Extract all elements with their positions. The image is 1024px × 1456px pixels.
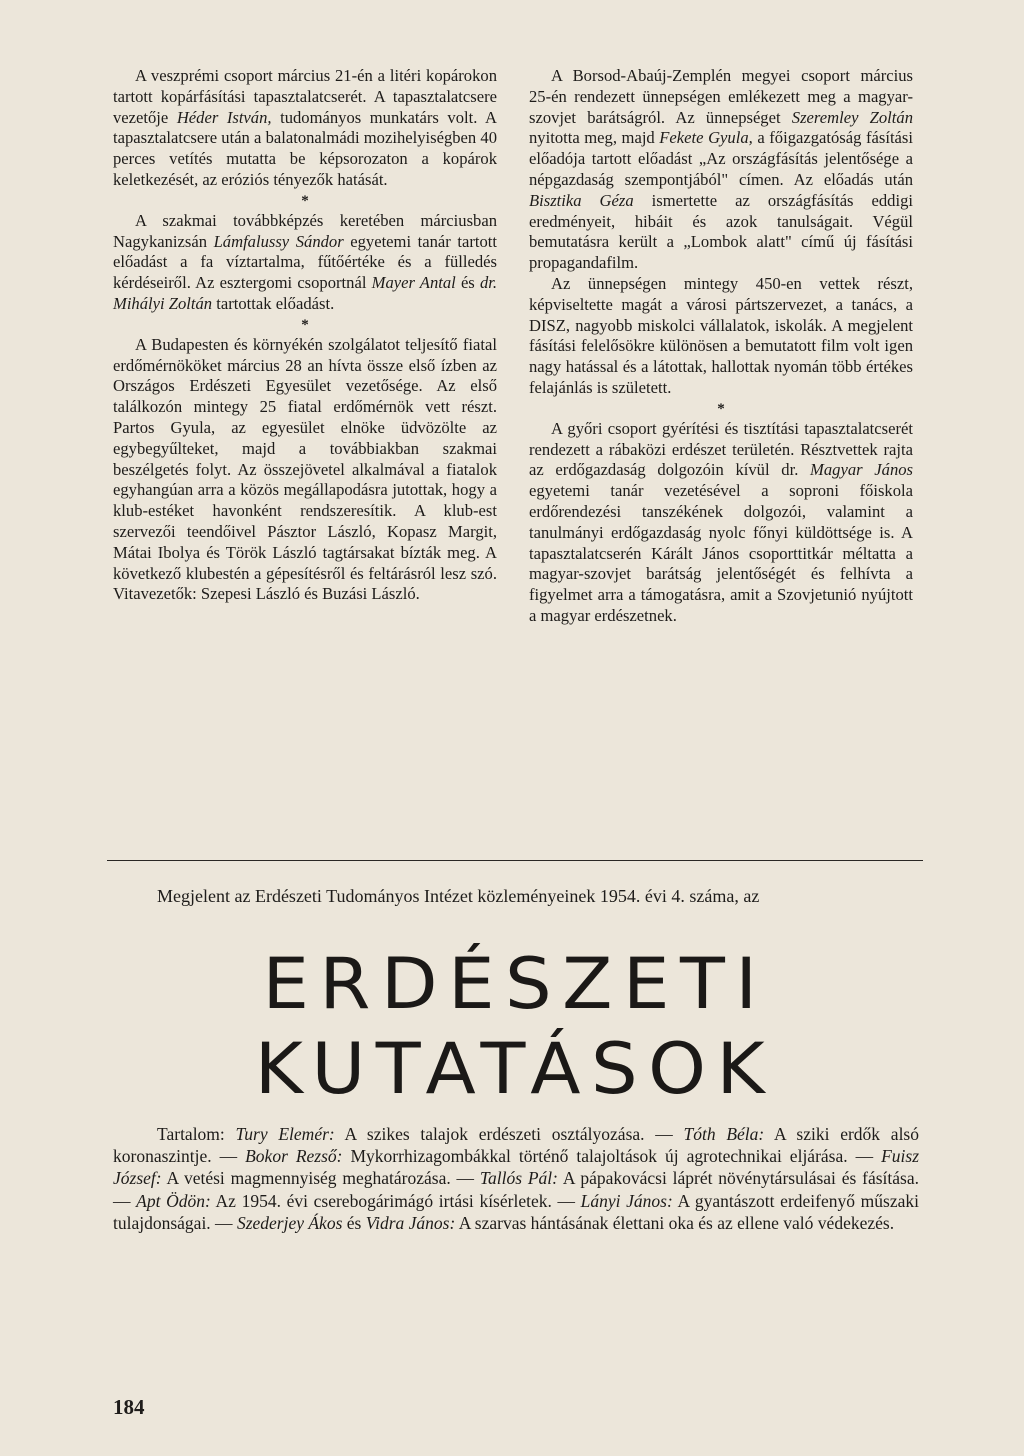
table-of-contents: [113, 1123, 919, 1234]
section-separator: *: [717, 400, 725, 417]
contents-paragraph: [113, 1123, 919, 1234]
italic-name-run: Tallós Pál:: [479, 1168, 558, 1189]
text-run: A Budapesten és környékén szolgálatot teljesítő fiatal erdőmérnököket március 28 an hívta össze első ízben az Országos Erdészeti Egyesület vezetősége. Az első találkozón mintegy 25 fiatal erdőmérnök vett részt. Partos Gyula, az egyesület elnöke üdvözölte az egybegyűlteket, majd a továbbiakban szakmai beszélgetés folyt. Az összejövetel alkalmával a fiatalok egyhangúan arra a közös megállapodásra jutottak, hogy a klub-estéket havonként rendszeresítik. A klub-est szervezői teendőivel Pásztor László, Kopasz Margit, Mátai Ibolya és Török László tagtársakat bízták meg. A következő klubestén a gépesítésről és feltárásról lesz szó. Vitavezetők: Szepesi László és Buzási László.: [113, 334, 497, 604]
italic-name-run: Lányi János:: [580, 1190, 673, 1211]
italic-name-run: Magyar János: [810, 460, 913, 480]
italic-name-run: Bisztika Géza: [529, 190, 634, 210]
section-separator: *: [301, 192, 309, 209]
text-run: Mykorrhizagombákkal történő talajoltások új agrotechnikai eljárása. —: [342, 1146, 882, 1167]
section-separator: *: [301, 316, 309, 333]
italic-name-run: Apt Ödön:: [136, 1190, 211, 1211]
announcement-intro: [113, 885, 919, 907]
page-number: 184: [113, 1395, 145, 1419]
ceremony-attendance-paragraph: [529, 274, 913, 399]
text-run: A győri csoport gyérítési és tisztítási tapasztalatcserét rendezett a rábaközi erdészet területén. Résztvettek rajta az erdőgazdaság dolgozóin kívül dr.: [529, 418, 913, 480]
gyor-report-paragraph: [529, 419, 913, 627]
journal-title-line-1: ERDÉSZETI: [262, 943, 768, 1025]
text-run: A veszprémi csoport március 21-én a litéri kopárokon tartott kopárfásítási tapasztalatcserét. A tapasztalatcsere vezetője: [113, 66, 497, 127]
text-run: és: [342, 1212, 366, 1233]
text-run: A szikes talajok erdészeti osztályozása. —: [334, 1124, 684, 1144]
left-column: [113, 66, 497, 605]
italic-name-run: Fuisz József:: [113, 1146, 920, 1189]
journal-title-line-2: KUTATÁSOK: [254, 1028, 776, 1110]
text-run: A pápakovácsi láprét növénytársulásai és fásítása. —: [113, 1168, 919, 1211]
italic-name-run: Héder István,: [176, 107, 272, 127]
text-run: A szakmai továbbképzés keretében márciusban Nagykanizsán: [113, 210, 497, 251]
text-run: a főigazgatóság fásítási előadója tartott előadást „Az országfásítás jelentősége a népgazdaság szempontjából" címen. Az előadás után: [529, 128, 913, 189]
text-run: egyetemi tanár tartott előadást a fa víztartalma, fűtőértéke és a fülledés kérdéseiről. Az esztergomi csoportnál: [113, 231, 497, 293]
text-run: és: [455, 273, 480, 293]
text-run: A szarvas hántásának élettani oka és az ellene való védekezés.: [455, 1212, 895, 1233]
training-report-paragraph: [113, 211, 497, 315]
young-engineers-paragraph: [113, 335, 497, 605]
text-run: Az ünnepségen mintegy 450-en vettek részt, képviseltette magát a városi pártszervezet, a tanács, a DISZ, nagyobb miskolci vállalatok, iskolák. A megjelent fásítási felelősökre különösen a bemutatott film volt igen nagy hatással és a látottak, hallottak nyomán több értékes felajánlás is született.: [529, 273, 913, 397]
italic-name-run: Lámfalussy Sándor: [213, 231, 344, 251]
right-column: [529, 66, 913, 627]
text-run: tudományos munkatárs volt. A tapasztalatcsere után a balatonalmádi mozihelyiségben 40 perces vetítés mutatta be képsorozaton a kopárok keletkezését, az eróziós tényezők hatását.: [113, 107, 497, 189]
text-run: A sziki erdők alsó koronaszintje. —: [113, 1124, 919, 1167]
text-run: A Borsod-Abaúj-Zemplén megyei csoport március 25-én rendezett ünnepségen emlékezett meg a magyar-szovjet barátságról. Az ünnepséget: [529, 66, 913, 127]
italic-name-run: dr. Mihályi Zoltán: [113, 273, 498, 313]
italic-name-run: Tóth Béla:: [683, 1124, 765, 1144]
italic-name-run: Szeremley Zoltán: [791, 107, 913, 127]
italic-name-run: Szederjey Ákos: [236, 1212, 343, 1233]
italic-name-run: Mayer Antal: [371, 273, 456, 293]
text-run: Az 1954. évi cserebogárimágó irtási kísérletek. —: [210, 1190, 581, 1211]
text-run: Tartalom:: [157, 1124, 236, 1144]
text-run: A gyantászott erdeifenyő műszaki tulajdonságai. —: [113, 1190, 919, 1233]
italic-name-run: Tury Elemér:: [235, 1124, 335, 1144]
text-run: A vetési magmennyiség meghatározása. —: [161, 1168, 480, 1189]
announcement-intro-text: Megjelent az Erdészeti Tudományos Intézet közleményeinek 1954. évi 4. száma, az: [157, 886, 760, 906]
publication-announcement-box: [107, 860, 923, 1396]
italic-name-run: Fekete Gyula,: [659, 128, 753, 148]
italic-name-run: Bokor Rezső:: [245, 1146, 343, 1167]
text-run: ismertette az országfásítás eddigi eredményeit, hibáit és azok tanulságait. Végül bemutatásra került a „Lombok alatt" című új fásítási propagandafilm.: [529, 190, 913, 273]
text-run: tartottak előadást.: [212, 293, 335, 313]
borsod-report-paragraph: [529, 66, 913, 274]
text-run: nyitotta meg, majd: [529, 128, 660, 148]
italic-name-run: Vidra János:: [365, 1212, 456, 1233]
veszprem-report-paragraph: [113, 66, 497, 191]
text-run: egyetemi tanár vezetésével a soproni főiskola erdőrendezési tanszékének dolgozói, valamint a tanulmányi erdőgazdaság nyolc főnyi küldöttsége is. A tapasztalatcserén Kárált János csoporttitkár méltatta a magyar-szovjet barátság jelentőségét és felhívta a figyelmet arra a támogatásra, amit a Szovjetunió nyújtott a magyar erdészetnek.: [529, 481, 913, 625]
